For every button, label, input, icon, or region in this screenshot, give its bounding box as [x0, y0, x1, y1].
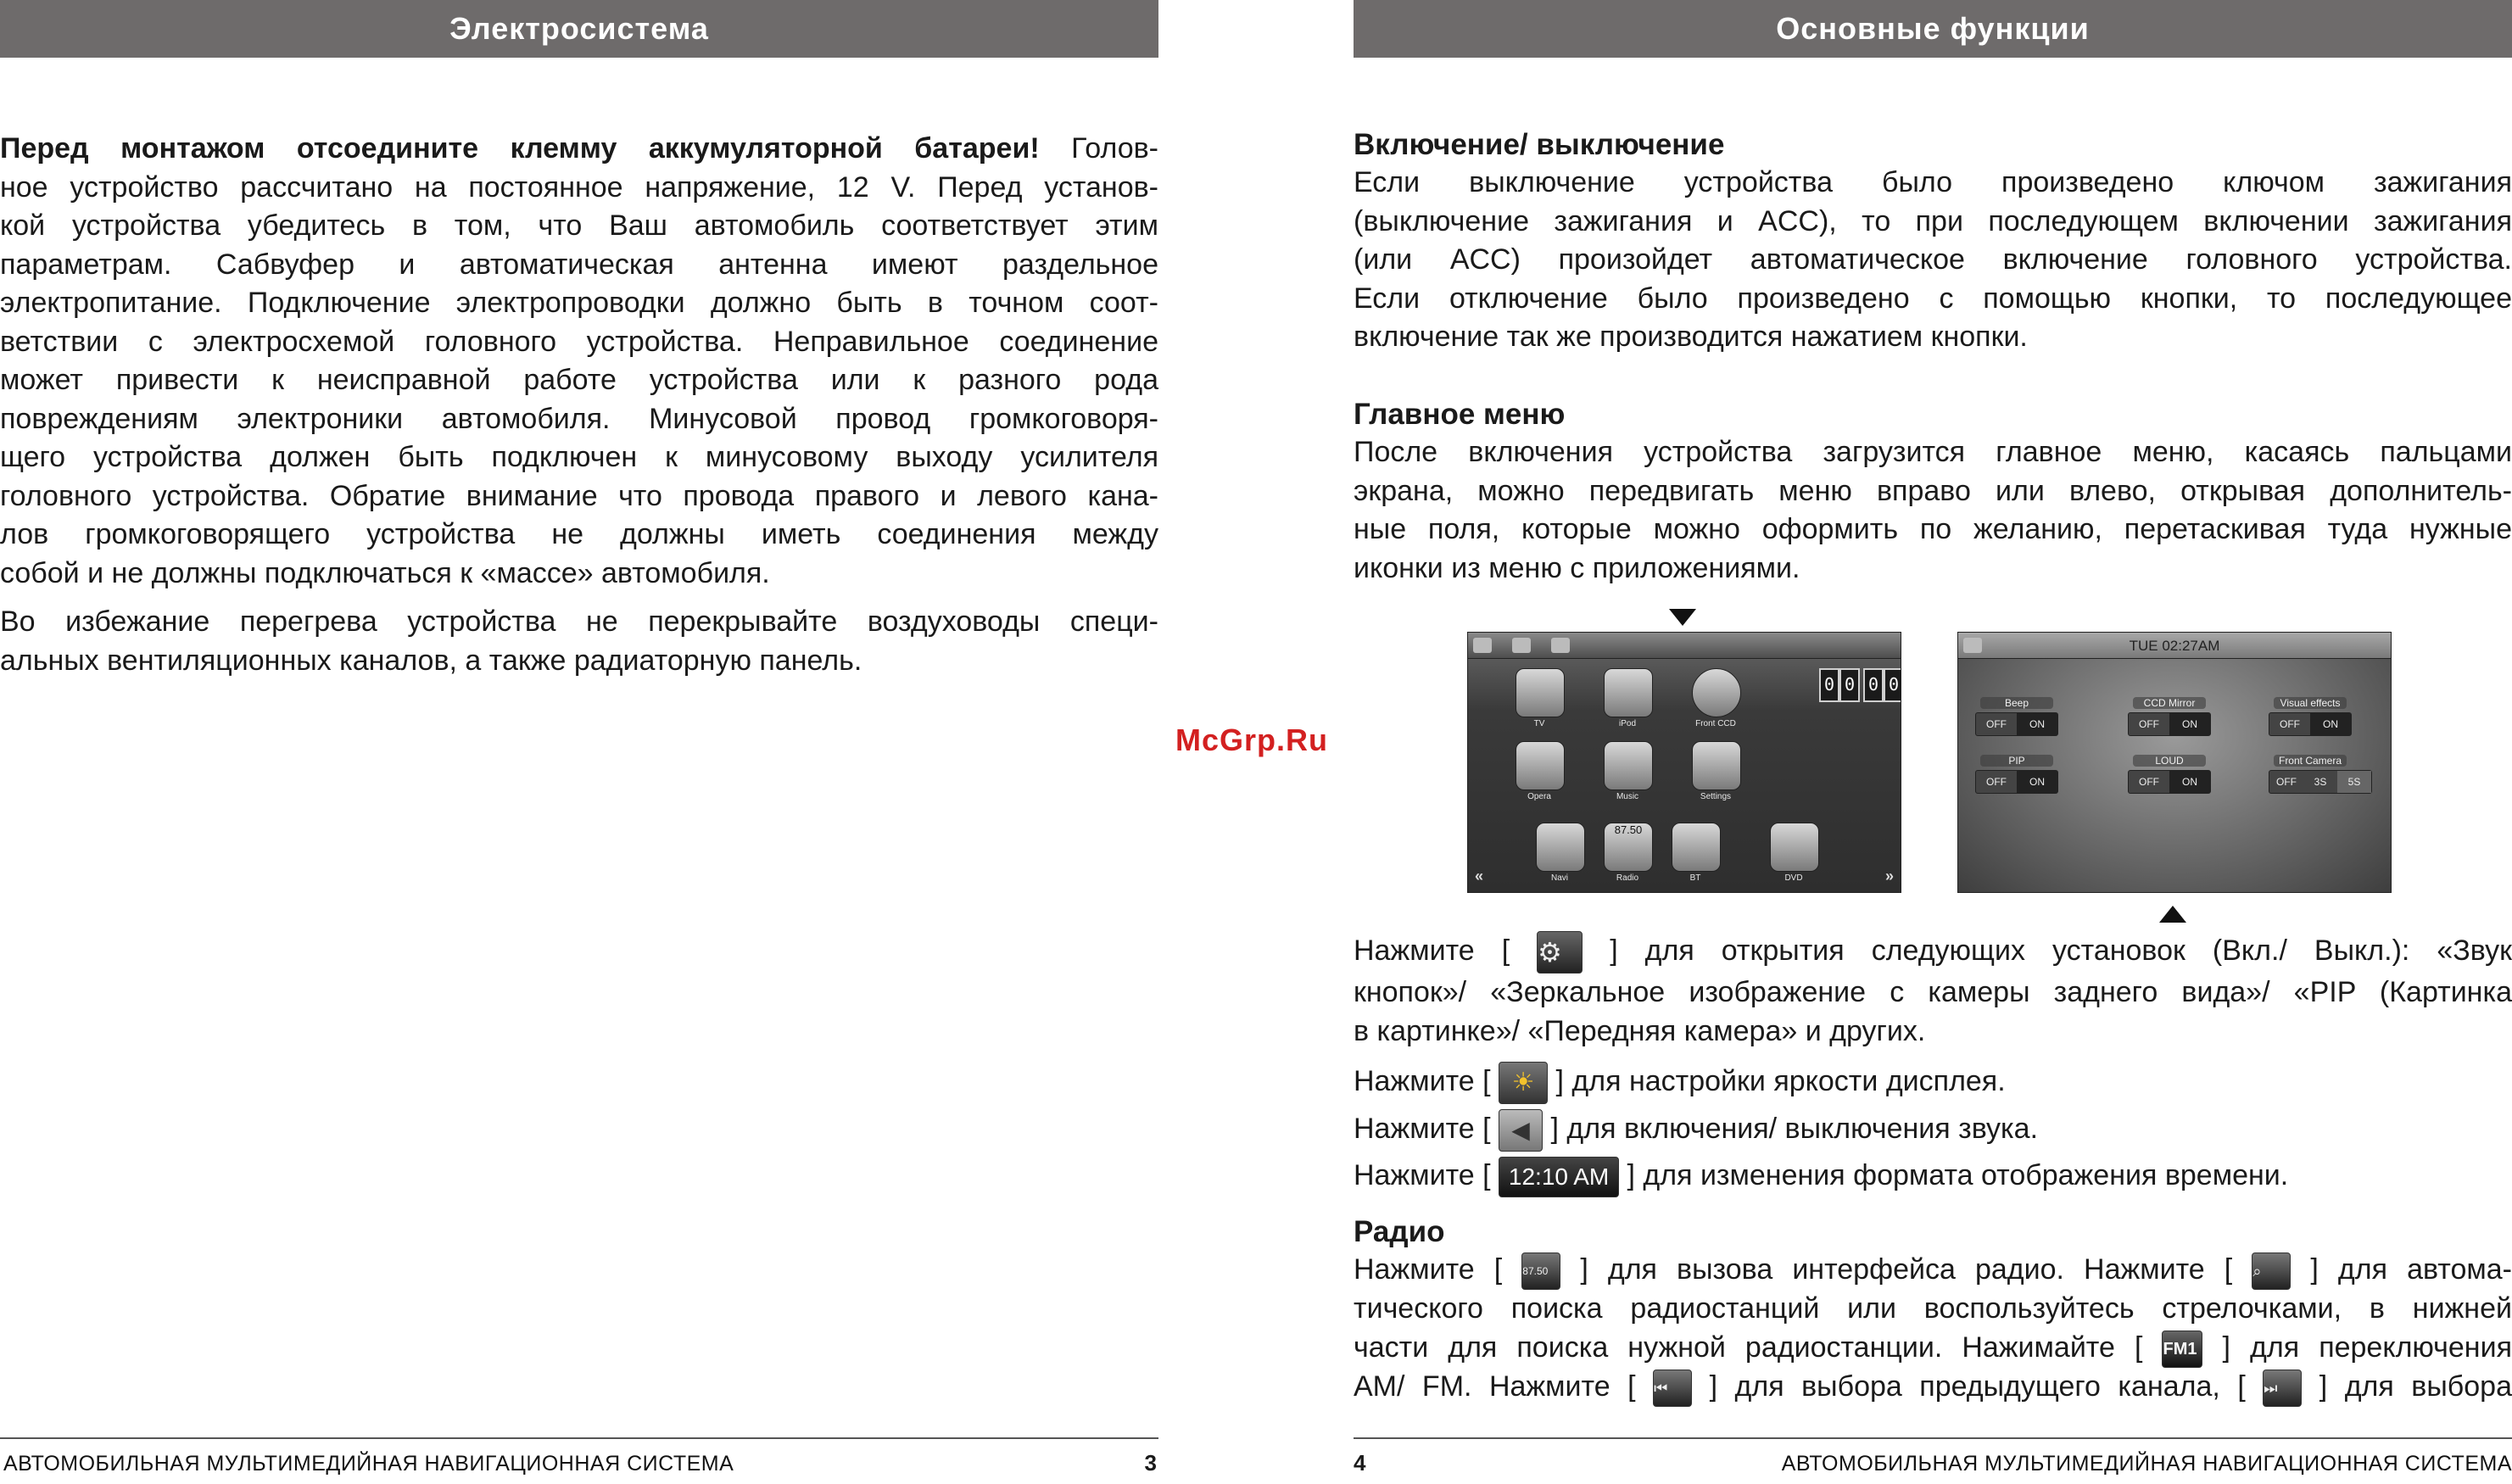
text-line: Если отключение было произведено с помощью кнопки, то последующее [1354, 282, 2512, 315]
radio-icon: 87.50 [1521, 1252, 1560, 1290]
time-instruction [1354, 1157, 2512, 1197]
text-line: кнопок»/ «Зеркальное изображение с камеры заднего вида»/ «PIP (Картинка [1354, 976, 2512, 1008]
brightness-instruction [1354, 1062, 2512, 1104]
app-radio-icon: 87.50 [1604, 823, 1653, 872]
setting-label: CCD Mirror [2133, 697, 2206, 709]
text-line: включение так же производится нажатием кнопки. [1354, 321, 2028, 353]
right-page [1354, 0, 2512, 1484]
toggle [1975, 712, 2058, 736]
footer-text: АВТОМОБИЛЬНАЯ МУЛЬТИМЕДИЙНАЯ НАВИГАЦИОННАЯ СИСТЕМА [3, 1452, 734, 1476]
main-menu-section [1354, 395, 2512, 588]
text-line: ветствии с электросхемой головного устройства. Неправильное соединение [0, 325, 1158, 358]
instruction-text: части для поиска нужной радиостанции. Нажимайте [ [1354, 1331, 2143, 1364]
press-word: Нажмите [1354, 1112, 1475, 1145]
speaker-icon [1551, 638, 1570, 653]
app-label: Opera [1527, 792, 1551, 801]
bracket: [ [1482, 1112, 1491, 1145]
text-line: Во избежание перегрева устройства не перекрывайте воздуховоды специ- [0, 605, 1158, 638]
app-label: TV [1533, 719, 1545, 728]
footer-rule [0, 1437, 1158, 1439]
app-bluetooth-icon [1672, 823, 1721, 872]
timer-option: 3S [2314, 776, 2327, 788]
bracket: ] [1610, 934, 1618, 967]
app-tv-icon [1516, 668, 1565, 717]
clock-digit: 0 [1819, 668, 1839, 702]
clock-digit: 0 [1839, 668, 1860, 702]
toggle-on: ON [2017, 713, 2057, 735]
toggle-on: ON [2169, 771, 2210, 793]
section-header: Основные функции [1354, 0, 2512, 58]
text-line [1354, 1368, 2512, 1407]
text-line: После включения устройства загрузится главное меню, касаясь пальцами [1354, 436, 2512, 468]
gear-icon [1473, 638, 1492, 653]
text-line: собой и не должны подключаться к «массе» автомобиля. [0, 556, 770, 589]
press-word: Нажмите [1354, 1159, 1475, 1191]
toggle-off: OFF [2139, 718, 2159, 730]
app-camera-icon [1692, 668, 1741, 717]
app-music-icon [1604, 741, 1653, 790]
arrow-left-icon: « [1475, 868, 1484, 884]
setting-label: LOUD [2133, 755, 2206, 767]
text-line: повреждениям электроники автомобиля. Минусовой провод громкоговоря- [0, 402, 1158, 435]
line-tail: Голов- [1071, 132, 1158, 165]
setting-label: Visual effects [2274, 697, 2347, 709]
press-word: Нажмите [1354, 1064, 1475, 1097]
paragraph-first-line [0, 130, 1158, 169]
app-opera-icon [1516, 741, 1565, 790]
setting-label: Beep [1980, 697, 2053, 709]
app-label: BT [1689, 873, 1701, 883]
toggle [2128, 770, 2211, 794]
arrow-up-icon [2159, 906, 2186, 923]
app-label: Radio [1616, 873, 1639, 883]
toggle-on: ON [2017, 771, 2057, 793]
previous-channel-icon: ⏮ [1653, 1370, 1692, 1407]
instruction-text: AM/ FM. Нажмите [ [1354, 1370, 1636, 1403]
section-heading: Главное меню [1354, 398, 1566, 431]
footer-rule [1354, 1437, 2512, 1439]
section-heading: Радио [1354, 1215, 1445, 1248]
gear-icon: ⚙ [1537, 931, 1583, 974]
instruction-text: для настройки яркости дисплея. [1571, 1064, 2006, 1097]
time-format-icon: 12:10 AM [1499, 1157, 1619, 1197]
search-icon: ⌕ [2252, 1252, 2291, 1290]
text-line: параметрам. Сабвуфер и автоматическая антенна имеют раздельное [0, 248, 1158, 281]
setting-label: PIP [1980, 755, 2053, 767]
instruction-text: ] для выбора [2319, 1370, 2512, 1403]
app-label: Music [1616, 792, 1639, 801]
main-menu-screenshot [1467, 632, 1901, 893]
text-line: лов громкоговорящего устройства не должны иметь соединения между [0, 518, 1158, 550]
app-settings-icon [1692, 741, 1741, 790]
left-page [0, 0, 1158, 1484]
section-header: Электросистема [0, 0, 1158, 58]
arrow-right-icon: » [1884, 868, 1894, 884]
bracket: ] [1627, 1159, 1635, 1191]
app-label: Navi [1550, 873, 1568, 883]
bracket: [ [1482, 1064, 1491, 1097]
timer-option: OFF [2276, 776, 2297, 788]
screen-top-bar [1468, 633, 1901, 659]
text-line: (или ACC) произойдет автоматическое включение головного устройства. [1354, 243, 2512, 276]
settings-datetime: TUE 02:27AM [2129, 638, 2220, 654]
text-line: головного устройства. Обратие внимание что провода правого и левого кана- [0, 479, 1158, 512]
app-dvd-icon [1770, 823, 1819, 872]
power-section [1354, 126, 2512, 357]
instruction-text: для включения/ выключения звука. [1566, 1112, 2039, 1145]
text-line: иконки из меню с приложениями. [1354, 551, 1800, 584]
power-warning-paragraph [0, 130, 1158, 680]
gear-instruction [1354, 931, 2512, 1051]
toggle [2269, 712, 2352, 736]
text-line [1354, 1251, 2512, 1290]
instruction-text: ] для вызова интерфейса радио. Нажмите [ [1580, 1253, 2233, 1286]
page-number: 3 [1144, 1450, 1157, 1476]
toggle [2128, 712, 2211, 736]
app-label: Settings [1700, 792, 1732, 801]
brightness-icon [1512, 638, 1531, 653]
instruction-text: для открытия следующих установок (Вкл./ Выкл.): «Звук [1644, 934, 2512, 967]
bracket: [ [1482, 1159, 1491, 1191]
instruction-text: для изменения формата отображения времени. [1643, 1159, 2289, 1191]
watermark: McGrp.Ru [1175, 722, 1329, 757]
footer-text: АВТОМОБИЛЬНАЯ МУЛЬТИМЕДИЙНАЯ НАВИГАЦИОННАЯ СИСТЕМА [1781, 1452, 2512, 1476]
arrow-down-icon [1669, 609, 1696, 626]
mute-instruction [1354, 1109, 2512, 1152]
press-word: Нажмите [1354, 934, 1475, 967]
text-line: кой устройства убедитесь в том, что Ваш автомобиль соответствует этим [0, 209, 1158, 242]
text-line: электропитание. Подключение электропроводки должно быть в точном соот- [0, 287, 1158, 319]
toggle-on: ON [2310, 713, 2351, 735]
radio-section [1354, 1213, 2512, 1407]
page-number: 4 [1354, 1450, 1366, 1476]
settings-screenshot [1957, 632, 2392, 893]
bracket: ] [1550, 1112, 1559, 1145]
text-line [1354, 931, 2512, 974]
text-line: (выключение зажигания и ACC), то при последующем включении зажигания [1354, 204, 2512, 237]
clock-digit: 0 [1863, 668, 1884, 702]
text-line: может привести к неисправной работе устройства или к разного рода [0, 364, 1158, 396]
text-line: тического поиска радиостанций или воспользуйтесь стрелочками, в нижней [1354, 1292, 2512, 1325]
instruction-text: ] для автома- [2310, 1253, 2512, 1286]
text-line: ные поля, которые можно оформить по желанию, перетаскивая туда нужные [1354, 513, 2512, 545]
setting-label: Front Camera [2274, 755, 2347, 767]
bracket: [ [1501, 934, 1510, 967]
app-label: Front CCD [1695, 719, 1736, 728]
toggle [1975, 770, 2058, 794]
toggle-off: OFF [2280, 718, 2300, 730]
toggle-off: OFF [1986, 718, 2007, 730]
text-line: альных вентиляционных каналов, а также радиаторную панель. [0, 644, 862, 677]
brightness-icon: ☀ [1499, 1062, 1548, 1104]
text-line: ное устройство рассчитано на постоянное напряжение, 12 V. Перед установ- [0, 170, 1158, 204]
app-ipod-icon [1604, 668, 1653, 717]
toggle [2269, 770, 2372, 794]
section-heading: Включение/ выключение [1354, 128, 1725, 161]
timer-option: 5S [2337, 771, 2371, 793]
app-label: DVD [1784, 873, 1803, 883]
clock-digit: 0 [1884, 668, 1901, 702]
speaker-icon: ◀ [1499, 1109, 1543, 1152]
instruction-text: ] для переключения [2222, 1331, 2512, 1364]
toggle-off: OFF [1986, 776, 2007, 788]
app-label: iPod [1618, 719, 1636, 728]
text-line: экрана, можно передвигать меню вправо или влево, открывая дополнитель- [1354, 474, 2512, 507]
warning-bold: Перед монтажом отсоедините клемму аккумуляторной батареи! [0, 132, 1040, 165]
text-line: щего устройства должен быть подключен к минусовому выходу усилителя [0, 441, 1158, 473]
text-line: в картинке»/ «Передняя камера» и других. [1354, 1014, 1926, 1047]
app-navi-icon [1536, 823, 1585, 872]
next-channel-icon: ⏭ [2263, 1370, 2302, 1407]
text-line: Если выключение устройства было произведено ключом зажигания [1354, 166, 2512, 198]
bracket: ] [1555, 1064, 1564, 1097]
toggle-off: OFF [2139, 776, 2159, 788]
toggle-on: ON [2169, 713, 2210, 735]
text-line [1354, 1329, 2512, 1368]
band-switch-icon: FM1 [2162, 1331, 2202, 1368]
instruction-text: Нажмите [ [1354, 1253, 1503, 1286]
instruction-text: ] для выбора предыдущего канала, [ [1709, 1370, 2246, 1403]
